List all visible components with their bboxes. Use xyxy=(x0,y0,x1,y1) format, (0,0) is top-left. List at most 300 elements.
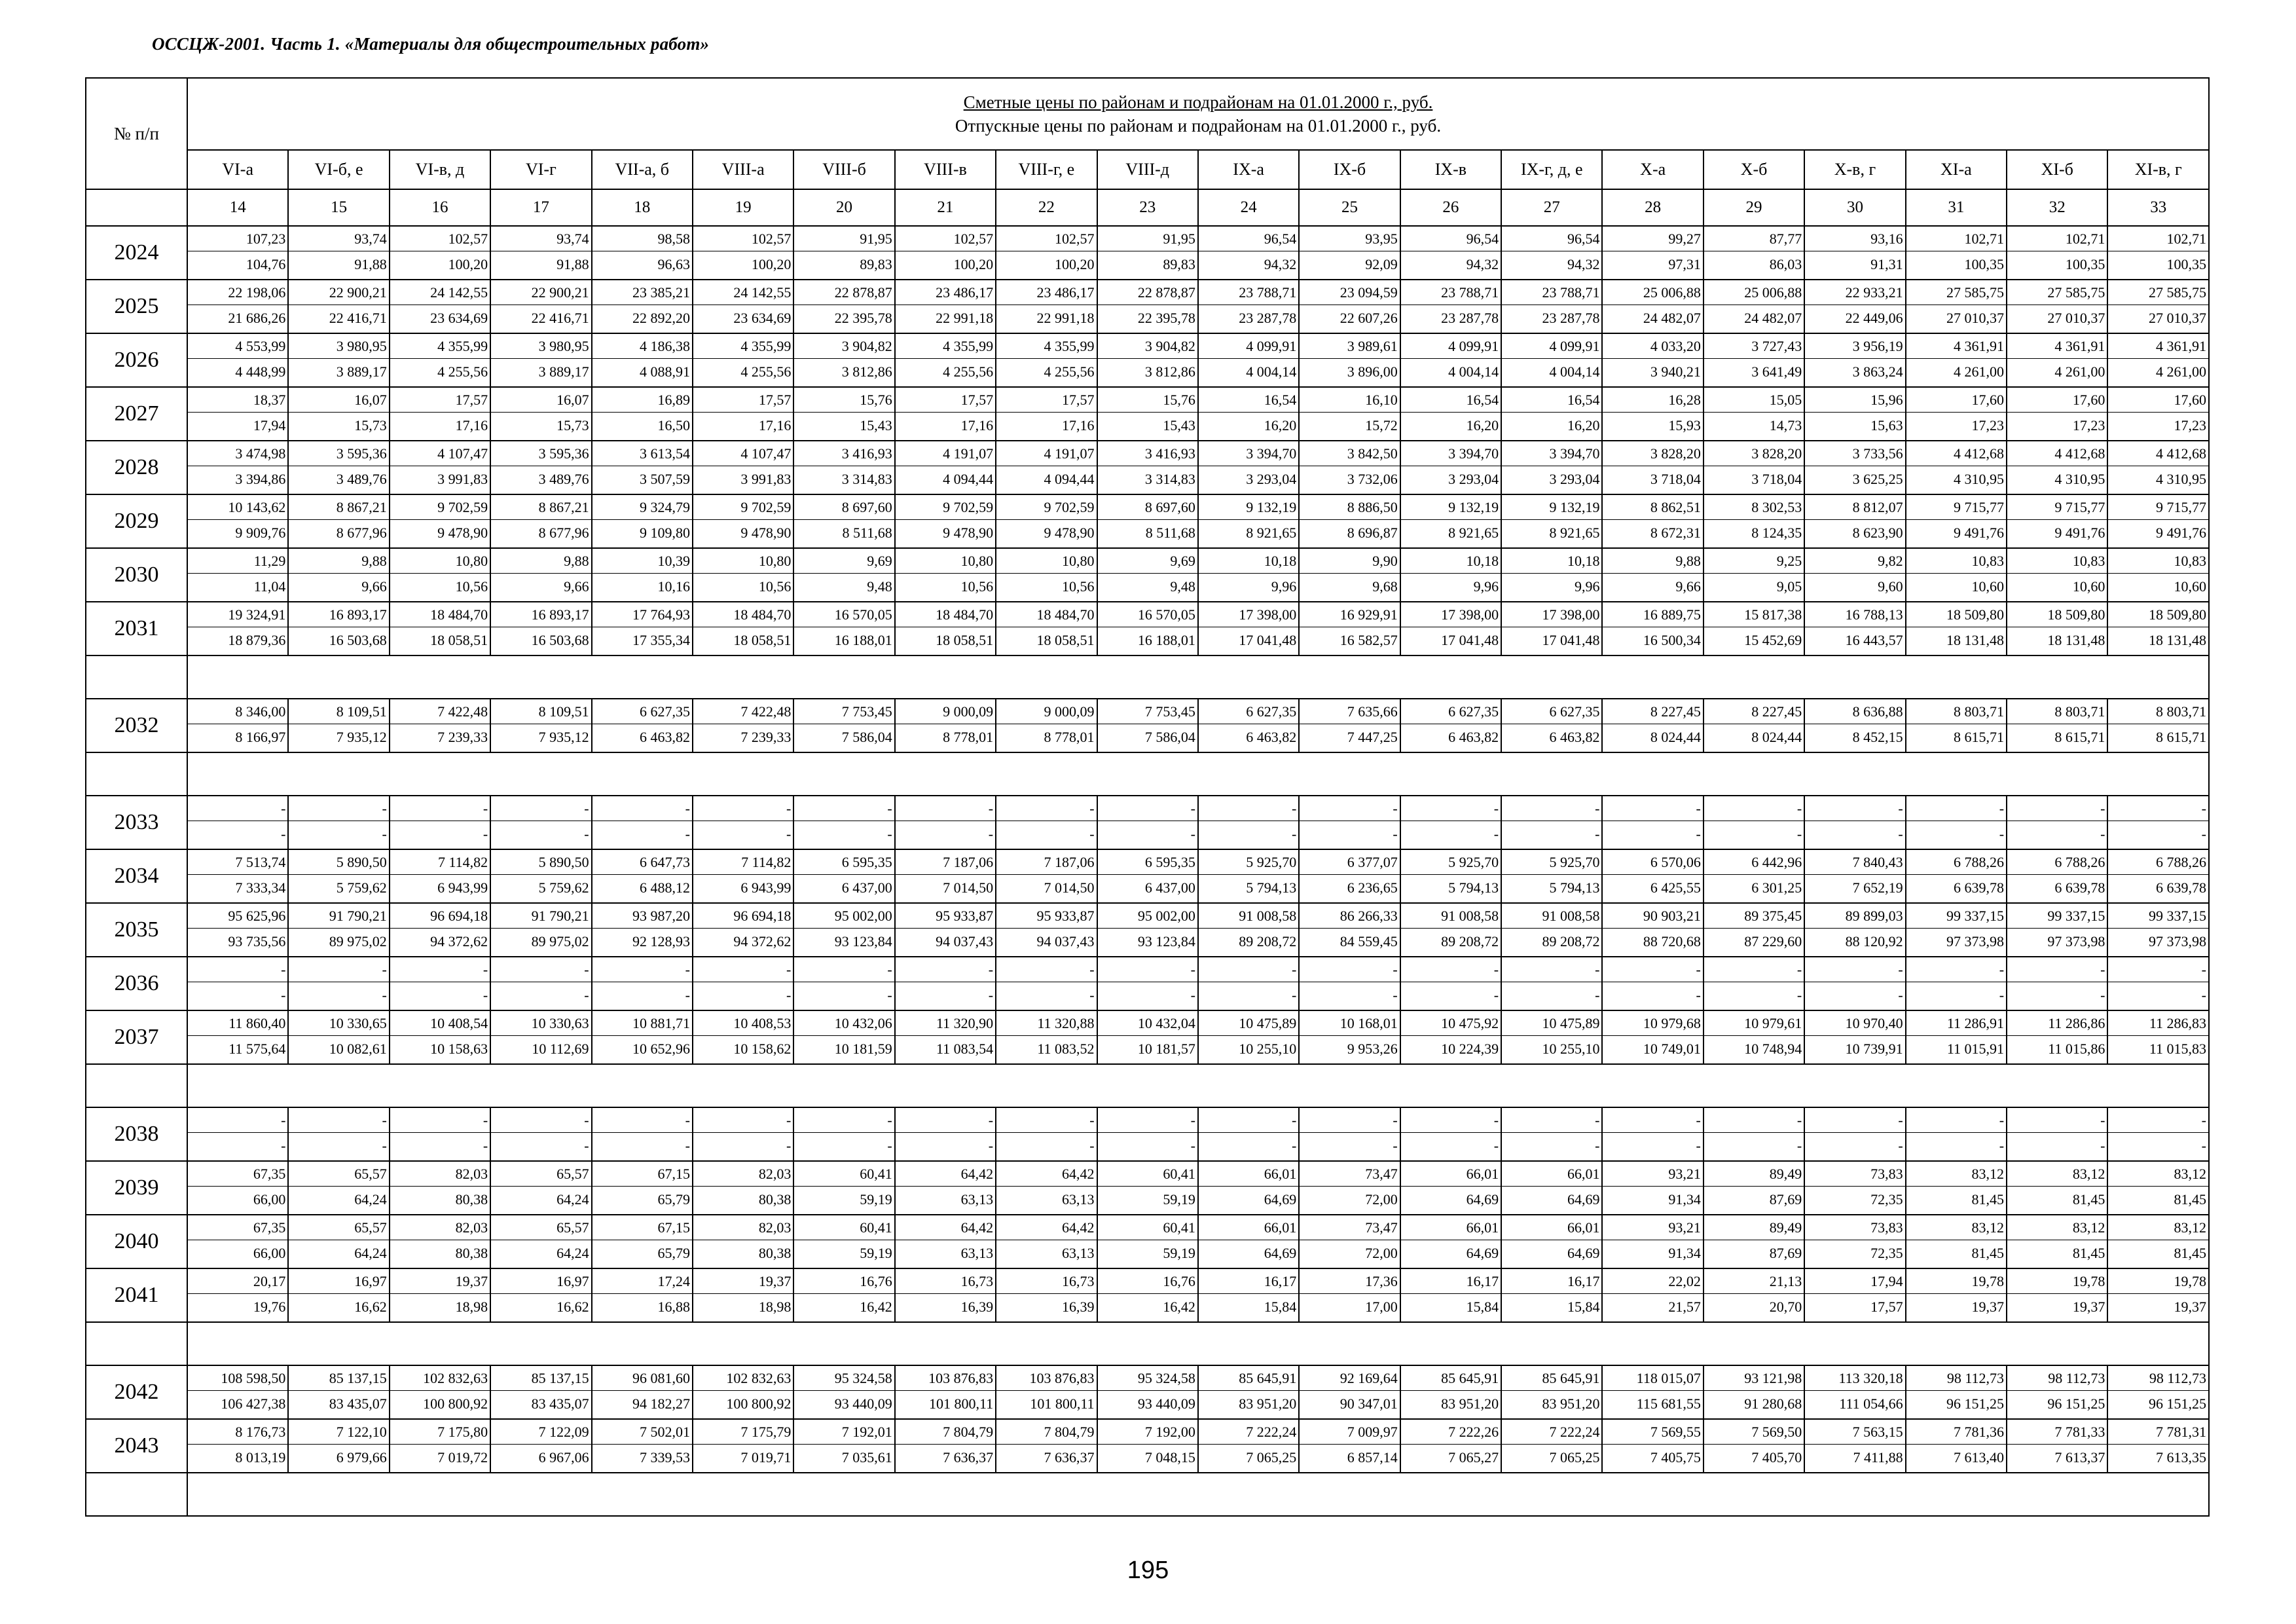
estimated-price: 3 956,19 xyxy=(1805,334,1904,359)
price-cell xyxy=(592,226,693,280)
price-cell xyxy=(1602,796,1703,849)
estimated-price: 6 595,35 xyxy=(1098,850,1197,875)
price-cell xyxy=(1804,903,1905,957)
release-price: - xyxy=(1796,1137,1802,1154)
release-price: 7 048,15 xyxy=(1144,1449,1195,1466)
price-cell xyxy=(1602,903,1703,957)
release-price: - xyxy=(382,826,387,842)
price-cell xyxy=(592,280,693,333)
price-cell xyxy=(1804,1365,1905,1419)
estimated-price: 21,13 xyxy=(1704,1269,1804,1294)
release-price: 89 208,72 xyxy=(1239,933,1297,950)
price-cell xyxy=(2007,548,2107,602)
release-price: 7 636,37 xyxy=(943,1449,994,1466)
price-cell xyxy=(1097,387,1198,441)
price-cell xyxy=(1299,1268,1400,1322)
price-cell xyxy=(1198,1161,1299,1215)
price-cell xyxy=(187,226,288,280)
release-price: 3 718,04 xyxy=(1751,471,1802,487)
release-price: 83 951,20 xyxy=(1441,1395,1499,1412)
estimated-price: 16 893,17 xyxy=(289,602,388,627)
price-cell xyxy=(793,387,894,441)
estimated-price: - xyxy=(1502,1108,1601,1133)
price-cell xyxy=(187,1215,288,1268)
price-cell xyxy=(895,849,996,903)
price-cell xyxy=(592,387,693,441)
district-column-header: IX-г, д, е xyxy=(1501,150,1602,189)
price-cell xyxy=(895,957,996,1010)
release-price: 6 943,99 xyxy=(740,879,792,896)
district-column-header: X-в, г xyxy=(1804,150,1905,189)
estimated-price: 96 081,60 xyxy=(592,1366,692,1391)
price-cell xyxy=(390,957,490,1010)
release-price: 17 041,48 xyxy=(1441,632,1499,648)
estimated-price: 7 502,01 xyxy=(592,1420,692,1445)
estimated-price: 96,54 xyxy=(1199,227,1298,251)
estimated-price: 11 860,40 xyxy=(188,1011,287,1036)
release-price: 11 015,86 xyxy=(2048,1041,2105,1057)
estimated-price: 91 790,21 xyxy=(289,904,388,929)
release-price: 16 503,68 xyxy=(531,632,589,648)
release-price: 15,84 xyxy=(1264,1299,1297,1315)
release-price: 3 732,06 xyxy=(1347,471,1398,487)
price-cell xyxy=(1400,280,1501,333)
release-price: 8 921,65 xyxy=(1448,525,1499,541)
price-cell xyxy=(693,699,793,752)
estimated-price: - xyxy=(896,1108,995,1133)
estimated-price: 102 832,63 xyxy=(390,1366,490,1391)
price-cell xyxy=(895,1268,996,1322)
release-price: - xyxy=(1190,1137,1195,1154)
estimated-price: - xyxy=(1401,957,1501,982)
price-cell xyxy=(1400,387,1501,441)
estimated-price: 4 361,91 xyxy=(1906,334,2006,359)
release-price: - xyxy=(685,987,690,1003)
column-number: 19 xyxy=(693,189,793,226)
price-cell xyxy=(1704,1010,1804,1064)
estimated-price: 17 398,00 xyxy=(1401,602,1501,627)
release-price: 91,88 xyxy=(354,256,387,272)
release-price: 19,76 xyxy=(253,1299,286,1315)
price-cell xyxy=(1299,280,1400,333)
estimated-price: - xyxy=(592,1108,692,1133)
price-cell xyxy=(490,602,591,655)
price-cell xyxy=(490,387,591,441)
estimated-price: 4 033,20 xyxy=(1603,334,1702,359)
price-cell xyxy=(1400,494,1501,548)
estimated-price: 82,03 xyxy=(390,1215,490,1240)
release-price: - xyxy=(786,826,792,842)
estimated-price: 6 627,35 xyxy=(1199,699,1298,724)
release-price: 8 778,01 xyxy=(1044,729,1095,745)
price-cell xyxy=(1804,1419,1905,1473)
price-cell xyxy=(2107,1215,2209,1268)
price-cell xyxy=(895,441,996,494)
estimated-price: 8 109,51 xyxy=(289,699,388,724)
release-price: 100,20 xyxy=(751,256,792,272)
estimated-price: 3 980,95 xyxy=(491,334,591,359)
release-price: 18 058,51 xyxy=(430,632,488,648)
price-cell xyxy=(288,494,389,548)
price-cell xyxy=(390,548,490,602)
empty-cell xyxy=(86,1473,187,1516)
price-cell xyxy=(996,849,1097,903)
release-price: 7 014,50 xyxy=(1044,879,1095,896)
price-cell xyxy=(390,1010,490,1064)
release-price: - xyxy=(1595,987,1600,1003)
page-number: 195 xyxy=(1127,1557,1169,1584)
price-cell xyxy=(895,1365,996,1419)
estimated-price: 16 893,17 xyxy=(491,602,591,627)
release-price: 17,16 xyxy=(758,417,792,434)
estimated-price: 89 375,45 xyxy=(1704,904,1804,929)
release-price: 86,03 xyxy=(1769,256,1802,272)
price-cell xyxy=(793,441,894,494)
release-price: 100 800,92 xyxy=(423,1395,488,1412)
release-price: - xyxy=(1696,826,1701,842)
material-code: 2034 xyxy=(86,849,187,903)
column-number: 23 xyxy=(1097,189,1198,226)
estimated-price: - xyxy=(693,957,793,982)
estimated-price: - xyxy=(1098,1108,1197,1133)
release-price: - xyxy=(887,1137,892,1154)
release-price: 4 004,14 xyxy=(1246,363,1297,380)
release-price: 81,45 xyxy=(2174,1245,2206,1261)
release-price: 101 800,11 xyxy=(1030,1395,1095,1412)
estimated-price: - xyxy=(1704,796,1804,821)
price-cell xyxy=(592,699,693,752)
empty-row xyxy=(86,1064,2209,1107)
estimated-price: 16,76 xyxy=(794,1269,894,1294)
price-cell xyxy=(2007,387,2107,441)
price-cell xyxy=(793,1268,894,1322)
release-price: 3 394,86 xyxy=(235,471,286,487)
estimated-price: 83,12 xyxy=(2007,1215,2107,1240)
estimated-price: - xyxy=(289,796,388,821)
release-price: - xyxy=(988,1137,994,1154)
price-cell xyxy=(490,226,591,280)
price-cell xyxy=(2107,1365,2209,1419)
estimated-price: 10 432,06 xyxy=(794,1011,894,1036)
price-cell xyxy=(1804,1161,1905,1215)
release-price: 7 065,25 xyxy=(1246,1449,1297,1466)
price-cell xyxy=(1501,602,1602,655)
price-cell xyxy=(288,1010,389,1064)
estimated-price: 102 832,63 xyxy=(693,1366,793,1391)
estimated-price: - xyxy=(390,1108,490,1133)
price-cell xyxy=(187,387,288,441)
estimated-price: 7 222,26 xyxy=(1401,1420,1501,1445)
table-row xyxy=(86,1419,2209,1473)
estimated-price: 10 475,89 xyxy=(1502,1011,1601,1036)
empty-row xyxy=(86,1322,2209,1365)
release-price: 65,79 xyxy=(657,1191,690,1208)
price-cell xyxy=(1097,494,1198,548)
price-cell xyxy=(1400,849,1501,903)
release-price: 10 255,10 xyxy=(1239,1041,1297,1057)
estimated-price: 67,35 xyxy=(188,1215,287,1240)
release-price: 3 991,83 xyxy=(437,471,488,487)
price-cell xyxy=(895,548,996,602)
price-cell xyxy=(2107,387,2209,441)
price-cell xyxy=(187,548,288,602)
table-row xyxy=(86,387,2209,441)
price-cell xyxy=(1501,1268,1602,1322)
price-cell xyxy=(2107,1268,2209,1322)
release-price: 7 586,04 xyxy=(1144,729,1195,745)
release-price: 16 500,34 xyxy=(1643,632,1701,648)
column-number: 25 xyxy=(1299,189,1400,226)
estimated-price: 8 176,73 xyxy=(188,1420,287,1445)
price-cell xyxy=(2107,849,2209,903)
release-price: 16 582,57 xyxy=(1339,632,1398,648)
estimated-price: 18 509,80 xyxy=(1906,602,2006,627)
release-price: 72,00 xyxy=(1365,1245,1398,1261)
price-cell xyxy=(793,796,894,849)
estimated-price: - xyxy=(1603,957,1702,982)
release-price: 15,93 xyxy=(1668,417,1701,434)
price-cell xyxy=(1906,1419,2007,1473)
price-cell xyxy=(1198,280,1299,333)
estimated-price: 16 570,05 xyxy=(1098,602,1197,627)
price-cell xyxy=(1400,548,1501,602)
estimated-price: 7 009,97 xyxy=(1300,1420,1399,1445)
release-price: 8 615,71 xyxy=(2054,729,2105,745)
release-price: 4 255,56 xyxy=(437,363,488,380)
price-cell xyxy=(793,1161,894,1215)
price-cell xyxy=(490,1419,591,1473)
estimated-price: 95 625,96 xyxy=(188,904,287,929)
estimated-price: 16,97 xyxy=(289,1269,388,1294)
estimated-price: 91,95 xyxy=(794,227,894,251)
estimated-price: 82,03 xyxy=(693,1215,793,1240)
material-code: 2032 xyxy=(86,699,187,752)
price-cell xyxy=(187,441,288,494)
estimated-price: - xyxy=(996,796,1096,821)
price-cell xyxy=(895,1161,996,1215)
price-cell xyxy=(693,1161,793,1215)
estimated-price: 7 840,43 xyxy=(1805,850,1904,875)
estimated-price: 64,42 xyxy=(896,1162,995,1187)
price-cell xyxy=(996,957,1097,1010)
price-cell xyxy=(2007,494,2107,548)
estimated-price: 16,54 xyxy=(1502,388,1601,413)
price-cell xyxy=(895,1107,996,1161)
release-price: 66,00 xyxy=(253,1245,286,1261)
estimated-price: 4 107,47 xyxy=(390,441,490,466)
estimated-price: 22 878,87 xyxy=(1098,280,1197,305)
release-price: 19,37 xyxy=(1971,1299,2005,1315)
price-cell xyxy=(693,1268,793,1322)
estimated-price: 66,01 xyxy=(1199,1215,1298,1240)
release-price: 100,35 xyxy=(2166,256,2206,272)
price-cell xyxy=(592,1010,693,1064)
estimated-price: 3 904,82 xyxy=(794,334,894,359)
release-price: 17,94 xyxy=(253,417,286,434)
price-cell xyxy=(1704,1268,1804,1322)
price-cell xyxy=(1804,1010,1905,1064)
estimated-price: 3 394,70 xyxy=(1502,441,1601,466)
release-price: 3 896,00 xyxy=(1347,363,1398,380)
release-price: 7 447,25 xyxy=(1347,729,1398,745)
column-number: 20 xyxy=(793,189,894,226)
price-cell xyxy=(2107,333,2209,387)
release-price: 89 975,02 xyxy=(531,933,589,950)
estimated-price: 95 933,87 xyxy=(996,904,1096,929)
estimated-price: - xyxy=(1502,796,1601,821)
district-column-header: IX-в xyxy=(1400,150,1501,189)
release-price: - xyxy=(1393,1137,1398,1154)
release-price: 17,00 xyxy=(1365,1299,1398,1315)
price-cell xyxy=(1501,1107,1602,1161)
price-cell xyxy=(390,903,490,957)
price-cell xyxy=(1501,699,1602,752)
price-cell xyxy=(996,1419,1097,1473)
estimated-price: 8 867,21 xyxy=(289,495,388,520)
price-cell xyxy=(390,1161,490,1215)
price-cell xyxy=(895,280,996,333)
estimated-price: 67,35 xyxy=(188,1162,287,1187)
release-price: 3 314,83 xyxy=(1144,471,1195,487)
price-cell xyxy=(1906,1365,2007,1419)
estimated-price: 16 929,91 xyxy=(1300,602,1399,627)
estimated-price: 11,29 xyxy=(188,549,287,574)
table-row xyxy=(86,1161,2209,1215)
district-column-header: VIII-в xyxy=(895,150,996,189)
estimated-price: 5 890,50 xyxy=(491,850,591,875)
price-cell xyxy=(895,903,996,957)
release-price: - xyxy=(1999,826,2005,842)
estimated-price: - xyxy=(592,796,692,821)
price-cell xyxy=(1097,796,1198,849)
release-price: - xyxy=(887,987,892,1003)
estimated-price: 10,18 xyxy=(1401,549,1501,574)
material-code: 2036 xyxy=(86,957,187,1010)
estimated-price: 93,74 xyxy=(491,227,591,251)
release-price: 10 158,62 xyxy=(733,1041,792,1057)
price-cell xyxy=(793,1365,894,1419)
estimated-price: 5 890,50 xyxy=(289,850,388,875)
estimated-price: 8 803,71 xyxy=(1906,699,2006,724)
price-cell xyxy=(693,1365,793,1419)
release-price: 94 372,62 xyxy=(733,933,792,950)
material-code: 2031 xyxy=(86,602,187,655)
estimated-price: - xyxy=(188,957,287,982)
price-cell xyxy=(490,1215,591,1268)
empty-cell xyxy=(187,1064,2209,1107)
material-code: 2039 xyxy=(86,1161,187,1215)
release-price: 91,34 xyxy=(1668,1245,1701,1261)
price-cell xyxy=(1400,903,1501,957)
estimated-price: 93,74 xyxy=(289,227,388,251)
estimated-price: 7 175,79 xyxy=(693,1420,793,1445)
price-cell xyxy=(1804,602,1905,655)
price-cell xyxy=(895,1419,996,1473)
price-cell xyxy=(1097,903,1198,957)
estimated-price: 3 989,61 xyxy=(1300,334,1399,359)
estimated-price: 103 876,83 xyxy=(996,1366,1096,1391)
estimated-price: 66,01 xyxy=(1401,1162,1501,1187)
price-cell xyxy=(693,1419,793,1473)
estimated-price: 93,21 xyxy=(1603,1162,1702,1187)
price-cell xyxy=(1704,699,1804,752)
price-cell xyxy=(1501,1419,1602,1473)
estimated-price: 96,54 xyxy=(1401,227,1501,251)
estimated-price: 19,37 xyxy=(693,1269,793,1294)
price-cell xyxy=(2107,903,2209,957)
estimated-price: 9,90 xyxy=(1300,549,1399,574)
estimated-price: 18,37 xyxy=(188,388,287,413)
price-cell xyxy=(2107,494,2209,548)
estimated-price: 6 595,35 xyxy=(794,850,894,875)
release-price: 100,35 xyxy=(1964,256,2005,272)
price-cell xyxy=(895,494,996,548)
release-price: 6 979,66 xyxy=(336,1449,387,1466)
estimated-price: 10,39 xyxy=(592,549,692,574)
price-cell xyxy=(288,1365,389,1419)
release-price: - xyxy=(1898,826,1903,842)
release-price: 7 339,53 xyxy=(639,1449,690,1466)
price-cell xyxy=(693,441,793,494)
table-title xyxy=(187,78,2209,150)
price-cell xyxy=(1704,903,1804,957)
estimated-price: 16,28 xyxy=(1603,388,1702,413)
release-price: 3 489,76 xyxy=(336,471,387,487)
estimated-price: 23 788,71 xyxy=(1401,280,1501,305)
price-cell xyxy=(1198,1365,1299,1419)
estimated-price: 3 904,82 xyxy=(1098,334,1197,359)
price-cell xyxy=(592,494,693,548)
estimated-price: 10,83 xyxy=(2108,549,2208,574)
price-cell xyxy=(390,441,490,494)
estimated-price: 10 970,40 xyxy=(1805,1011,1904,1036)
price-cell xyxy=(996,1010,1097,1064)
release-price: - xyxy=(1493,987,1499,1003)
release-price: 96 151,25 xyxy=(2047,1395,2105,1412)
estimated-price: 10 475,89 xyxy=(1199,1011,1298,1036)
estimated-price: 22 900,21 xyxy=(289,280,388,305)
estimated-price: 9 702,59 xyxy=(693,495,793,520)
estimated-price: 7 175,80 xyxy=(390,1420,490,1445)
estimated-price: 16,97 xyxy=(491,1269,591,1294)
material-code: 2033 xyxy=(86,796,187,849)
estimated-price: 65,57 xyxy=(491,1162,591,1187)
price-cell xyxy=(1602,1268,1703,1322)
estimated-price: 93,21 xyxy=(1603,1215,1702,1240)
price-cell xyxy=(187,333,288,387)
price-cell xyxy=(1501,333,1602,387)
release-price: 93 440,09 xyxy=(834,1395,892,1412)
price-cell xyxy=(793,548,894,602)
price-cell xyxy=(592,548,693,602)
release-price: 83 435,07 xyxy=(329,1395,387,1412)
estimated-price: 16,07 xyxy=(491,388,591,413)
estimated-price: 7 187,06 xyxy=(896,850,995,875)
release-price: 9 109,80 xyxy=(639,525,690,541)
release-price: 20,70 xyxy=(1769,1299,1802,1315)
estimated-price: 23 385,21 xyxy=(592,280,692,305)
price-cell xyxy=(2007,903,2107,957)
price-cell xyxy=(1804,699,1905,752)
release-price: 7 613,37 xyxy=(2054,1449,2105,1466)
estimated-price: 6 627,35 xyxy=(1502,699,1601,724)
estimated-price: 91 008,58 xyxy=(1401,904,1501,929)
release-price: - xyxy=(685,826,690,842)
price-cell xyxy=(592,957,693,1010)
release-price: 3 889,17 xyxy=(538,363,589,380)
estimated-price: 9 715,77 xyxy=(1906,495,2006,520)
price-cell xyxy=(1602,548,1703,602)
